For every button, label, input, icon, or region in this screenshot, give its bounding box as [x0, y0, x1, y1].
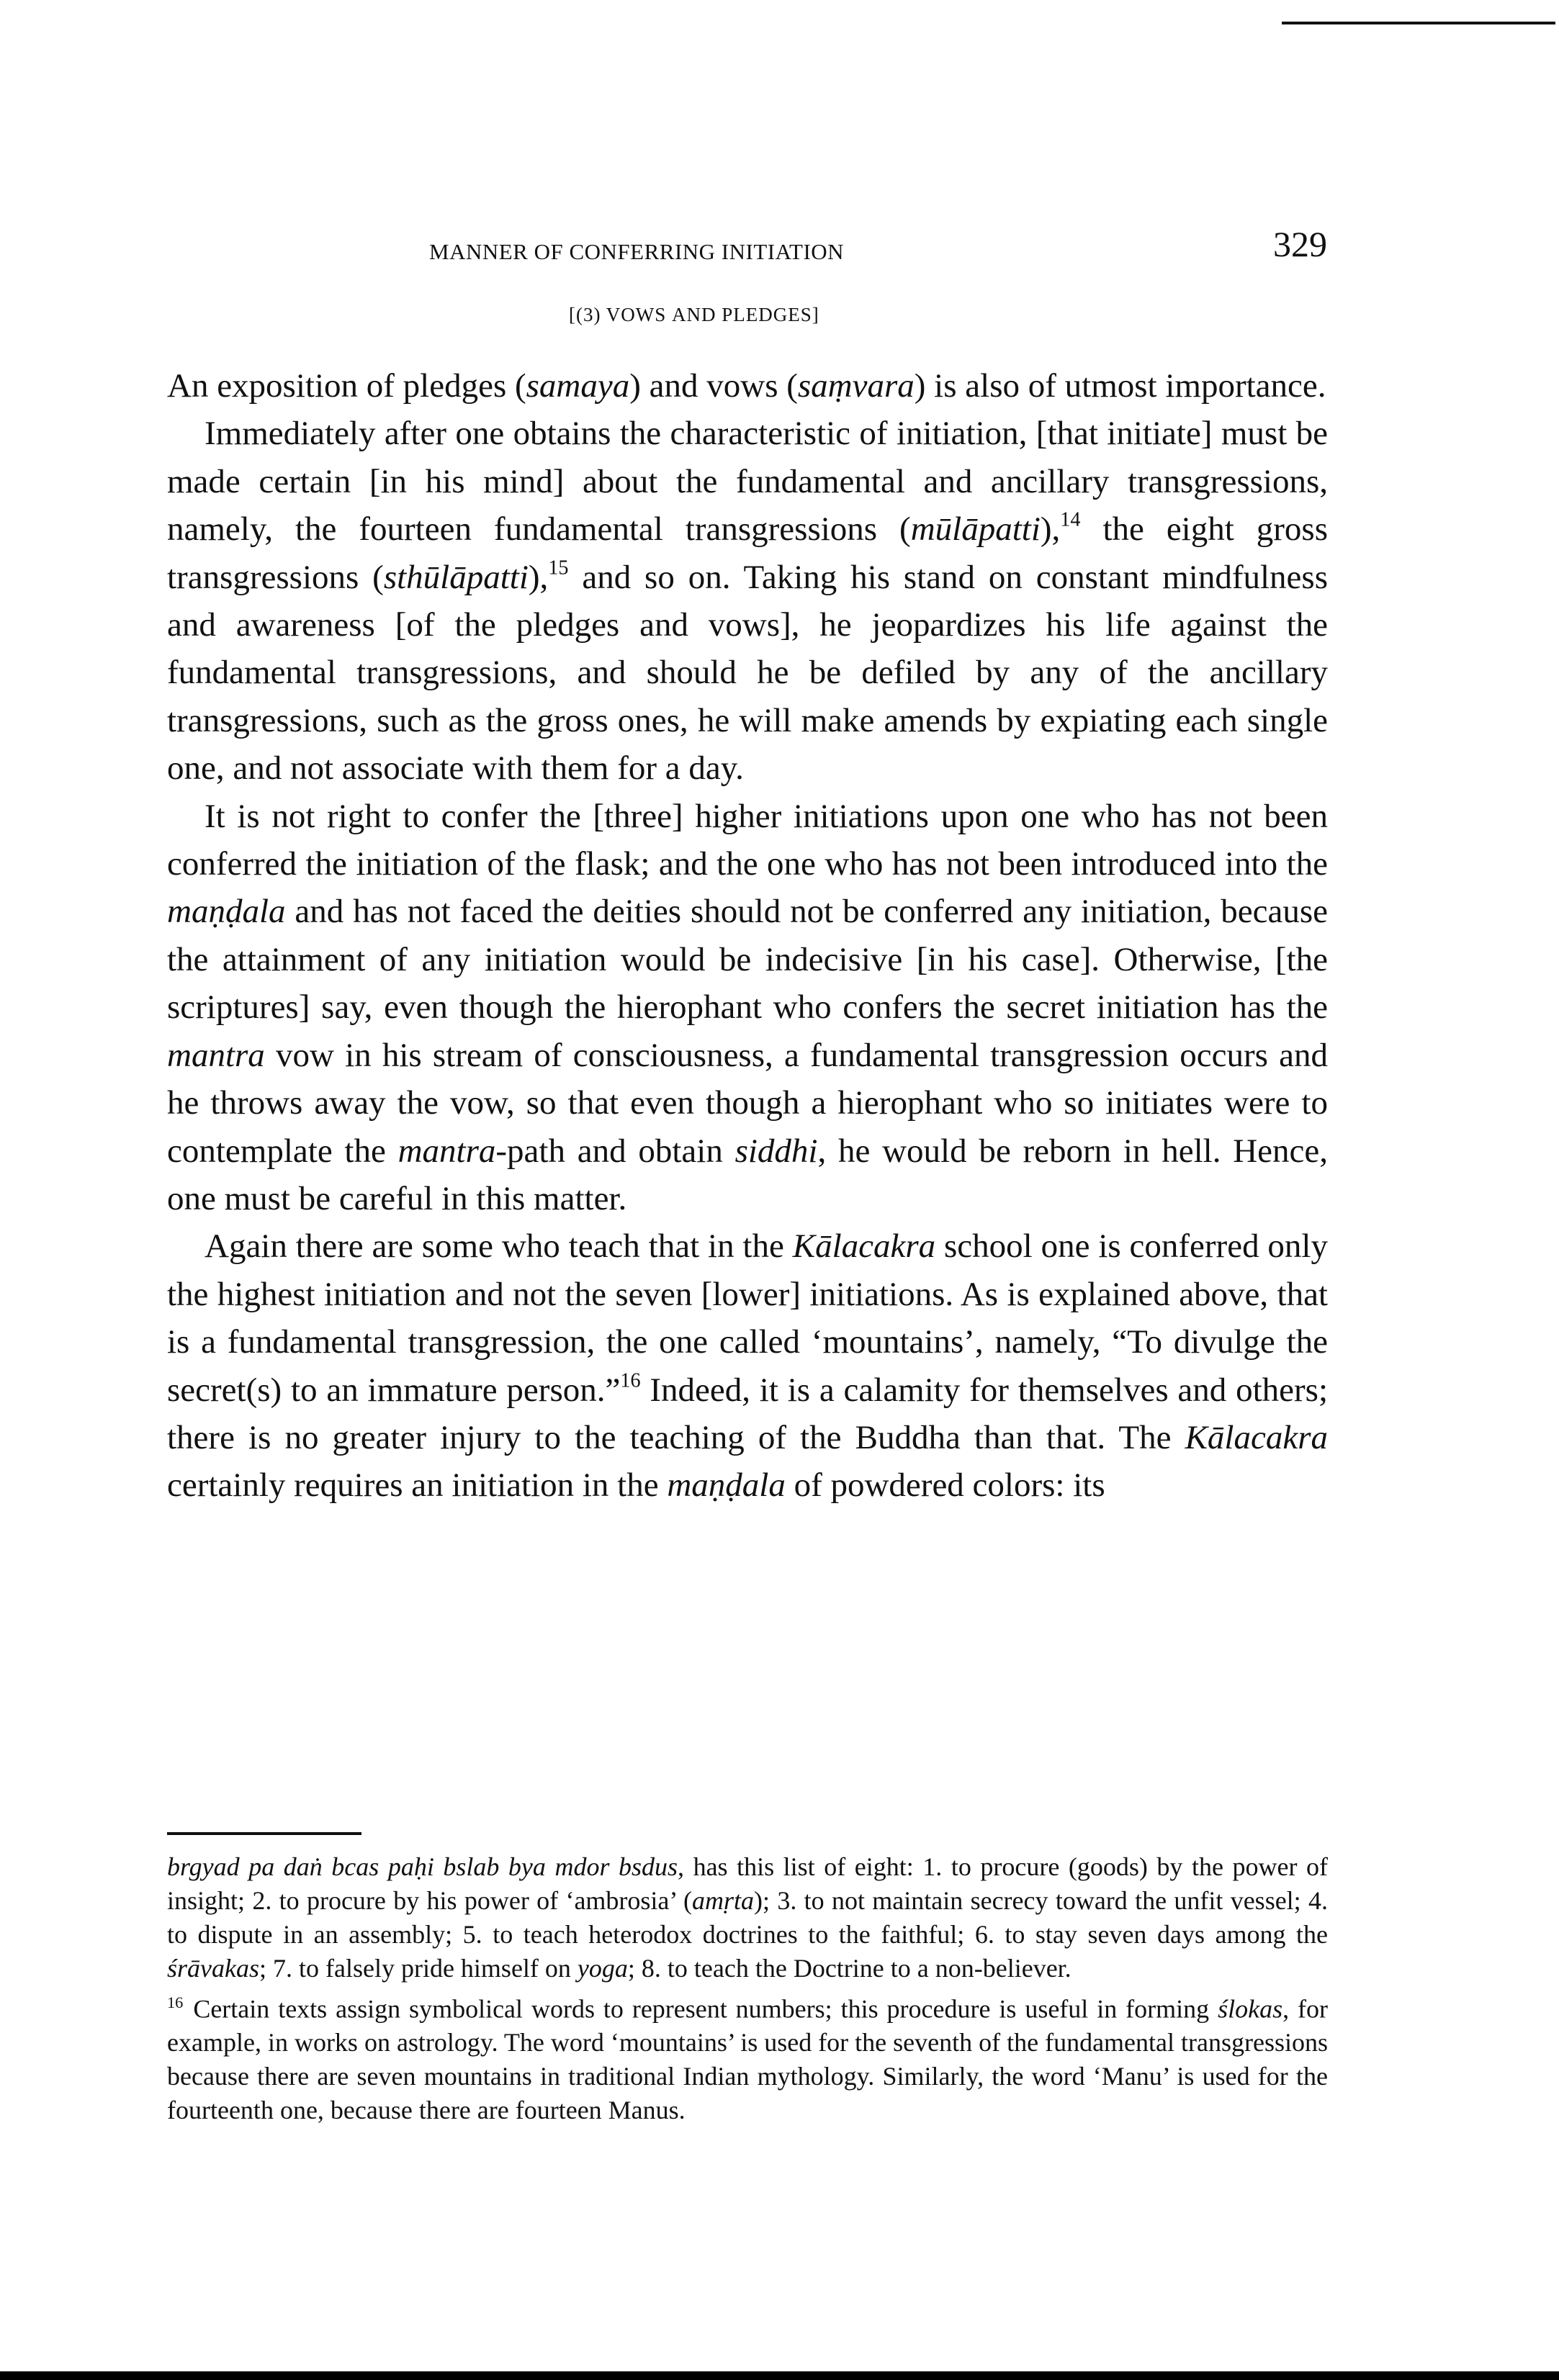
- text-run: ; 8. to teach the Doctrine to a non-believer.: [627, 1954, 1071, 1983]
- text-run: Certain texts assign symbolical words to represent numbers; this procedure is useful in forming: [193, 1994, 1218, 2024]
- text-run: certainly requires an initiation in the: [167, 1466, 668, 1505]
- text-run: school one is conferred only the highest initiation and not the seven [lower] initiations. As is explained above, that is a fundamental transgression, the one called ‘mountains’, namely, “To divulge the secret(s) to an immature person.”: [167, 1227, 1328, 1409]
- running-head: [0, 224, 1559, 271]
- scan-edge-bar: [0, 2371, 1559, 2380]
- text-run: ),: [528, 558, 549, 596]
- text-run: vow in his stream of consciousness, a fundamental transgression occurs and he throws away the vow, so that even though a hierophant who so initiates were to contemplate the: [167, 1036, 1328, 1170]
- italic-term: Kālacakra: [792, 1227, 936, 1266]
- footnote-reference: 16: [620, 1369, 641, 1392]
- italic-term: brgyad pa daṅ bcas paḥi bslab bya mdor bsdus: [167, 1852, 678, 1881]
- footnote-reference: 15: [548, 556, 569, 579]
- text-run: ; 7. to falsely pride himself on: [259, 1954, 578, 1983]
- paragraph: [167, 1222, 1328, 1509]
- italic-term: mantra: [167, 1036, 265, 1074]
- italic-term: maṇḍala: [167, 893, 286, 931]
- text-run: An exposition of pledges (: [167, 367, 526, 405]
- italic-term: saṃvara: [797, 367, 915, 405]
- italic-term: siddhi: [734, 1132, 818, 1170]
- scan-edge-rule: [1282, 22, 1555, 24]
- footnote-reference: 14: [1060, 508, 1081, 531]
- footnote-number: 16: [167, 1993, 184, 2011]
- text-run: ) and vows (: [629, 367, 798, 405]
- italic-term: samaya: [526, 367, 630, 405]
- text-run: Again there are some who teach that in the: [205, 1227, 793, 1266]
- text-run: ) is also of utmost importance.: [914, 367, 1326, 405]
- paragraph: [167, 410, 1328, 792]
- italic-term: ślokas: [1218, 1994, 1283, 2024]
- italic-term: amṛta: [692, 1886, 755, 1915]
- section-heading-text: [(3) Vows and Pledges]: [569, 297, 819, 328]
- body-text: [167, 362, 1328, 1510]
- text-run: ); 3. to not maintain secrecy toward the unfit vessel; 4. to dispute in an assembly; 5. to teach heterodox doctrines to the faithful; 6. to stay seven days among the: [167, 1886, 1329, 1949]
- text-run: of powdered colors: its: [785, 1466, 1105, 1505]
- footnote-continued: [167, 1850, 1328, 1985]
- page-number: 329: [1273, 224, 1327, 264]
- text-run: -path and obtain: [495, 1132, 735, 1170]
- paragraph: [167, 362, 1328, 410]
- text-run: , has this list of eight: 1. to procure (goods) by the power of insight; 2. to procure by his power of ‘ambrosia’ (: [167, 1852, 1328, 1915]
- paragraph: [167, 793, 1328, 1223]
- italic-term: Kālacakra: [1185, 1418, 1328, 1456]
- text-run: , he would be reborn in hell. Hence, one must be careful in this matter.: [167, 1132, 1328, 1217]
- text-run: , for example, in works on astrology. The word ‘mountains’ is used for the seventh of the fundamental transgressions because there are seven mountains in traditional Indian mythology. Similarly, the word ‘Manu’ is used for the fourteenth one, because there are fourteen Manus.: [167, 1994, 1329, 2125]
- footnote-separator: [167, 1832, 361, 1835]
- italic-term: mantra: [397, 1132, 496, 1170]
- italic-term: śrāvakas: [167, 1954, 259, 1983]
- italic-term: sthūlāpatti: [383, 558, 529, 596]
- italic-term: yoga: [577, 1954, 628, 1983]
- running-title: manner of conferring initiation: [429, 231, 845, 266]
- italic-term: maṇḍala: [667, 1466, 786, 1505]
- text-run: and so on. Taking his stand on constant mindfulness and awareness [of the pledges and vows], he jeopardizes his life against the fundamental transgressions, and should he be defiled by any of the ancillary transgressions, such as the gross ones, he will make amends by expiating each single one, and not associate with them for a day.: [167, 558, 1328, 788]
- text-run: Indeed, it is a calamity for themselves and others; there is no greater injury to the teaching of the Buddha than that. The: [167, 1371, 1329, 1456]
- text-run: and has not faced the deities should not be conferred any initiation, because the attainment of any initiation would be indecisive [in his case]. Otherwise, [the scriptures] say, even though the hierophant who confers the secret initiation has the: [167, 893, 1328, 1027]
- text-run: It is not right to confer the [three] higher initiations upon one who has not been conferred the initiation of the flask; and the one who has not been introduced into the: [167, 797, 1328, 883]
- text-run: Immediately after one obtains the characteristic of initiation, [that initiate] must be made certain [in his mind] about the fundamental and ancillary transgressions, namely, the fourteen fundamental transgressions (: [167, 415, 1328, 549]
- footnotes: [167, 1850, 1328, 2127]
- text-run: ),: [1040, 510, 1061, 549]
- italic-term: mūlāpatti: [910, 510, 1041, 549]
- footnote-16: [167, 1985, 1328, 2127]
- text-run: the eight gross transgressions (: [167, 510, 1328, 596]
